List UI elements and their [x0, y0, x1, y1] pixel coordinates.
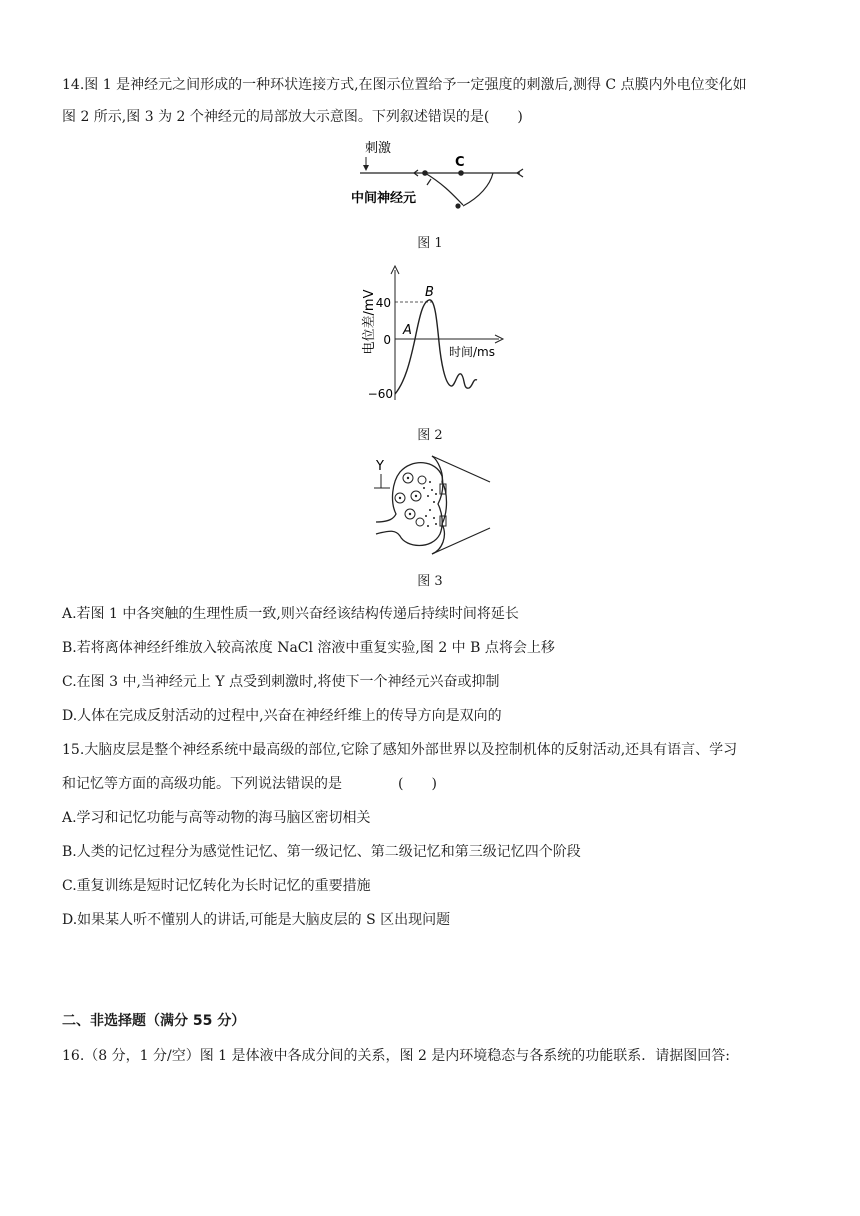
vesicle-5: [418, 476, 426, 484]
vesicle-6: [416, 518, 424, 526]
point-c-dot: [458, 170, 464, 176]
stimulus-arrow-head: [363, 165, 369, 171]
figure-2-potential-graph: [355, 262, 515, 407]
loop-lower-left: [425, 173, 463, 205]
fig1-stimulus-label: 刺激: [365, 141, 392, 156]
neurotransmitter-dots: [399, 477, 437, 527]
q14-option-a: A.若图 1 中各突触的生理性质一致,则兴奋经该结构传递后持续时间将延长: [62, 606, 519, 622]
q15-option-a: A.学习和记忆功能与高等动物的海马脑区密切相关: [62, 810, 371, 826]
fig2-tick-0: 0: [383, 333, 391, 347]
fig3-y-label: Y: [376, 459, 384, 474]
q16-stem: 16.（8 分，1 分/空）图 1 是体液中各成分间的关系，图 2 是内环境稳态与各系统的功能联系．请据图回答:: [62, 1048, 731, 1064]
interneuron-label: 中间神经元: [351, 191, 417, 206]
point-c-label: C: [455, 155, 465, 170]
fig2-point-a: A: [403, 323, 412, 338]
figure-1-caption: 图 1: [417, 236, 443, 251]
q15-option-d: D.如果某人听不懂别人的讲话,可能是大脑皮层的 S 区出现问题: [62, 912, 451, 928]
q14-stem-line1: 14.图 1 是神经元之间形成的一种环状连接方式,在图示位置给予一定强度的刺激后,测得 C 点膜内外电位变化如: [62, 77, 747, 93]
figure-3-synapse: [370, 452, 495, 557]
fig2-tick-40: 40: [375, 296, 391, 310]
q15-stem-line1: 15.大脑皮层是整个神经系统中最高级的部位,它除了感知外部世界以及控制机体的反射活动,还具有语言、学习: [62, 742, 738, 758]
figure-1-neuron-ring: [345, 135, 525, 220]
q15-stem-line2: 和记忆等方面的高级功能。下列说法错误的是 ( ): [62, 776, 437, 792]
interneuron-dot: [455, 203, 460, 208]
synapse-lower: [427, 179, 431, 185]
fig2-tick-neg60: −60: [367, 387, 393, 401]
fig2-point-b: B: [425, 285, 434, 300]
q15-option-c: C.重复训练是短时记忆转化为长时记忆的重要措施: [62, 878, 371, 894]
q14-option-c: C.在图 3 中,当神经元上 Y 点受到刺激时,将使下一个神经元兴奋或抑制: [62, 674, 500, 690]
loop-lower-right: [463, 173, 493, 206]
q14-stem-line2: 图 2 所示,图 3 为 2 个神经元的局部放大示意图。下列叙述错误的是( ): [62, 109, 523, 125]
fig2-xlabel: 时间/ms: [449, 345, 495, 359]
presynaptic-terminal: [376, 463, 443, 546]
figure-3-caption: 图 3: [417, 574, 443, 589]
q15-option-b: B.人类的记忆过程分为感觉性记忆、第一级记忆、第二级记忆和第三级记忆四个阶段: [62, 844, 581, 860]
section-2-heading: 二、非选择题（满分 55 分）: [62, 1013, 246, 1029]
q14-option-d: D.人体在完成反射活动的过程中,兴奋在神经纤维上的传导方向是双向的: [62, 708, 502, 724]
figure-2-caption: 图 2: [417, 428, 443, 443]
fig2-ylabel: 电位差/mV: [362, 289, 377, 355]
q14-option-b: B.若将离体神经纤维放入较高浓度 NaCl 溶液中重复实验,图 2 中 B 点将会上移: [62, 640, 555, 656]
